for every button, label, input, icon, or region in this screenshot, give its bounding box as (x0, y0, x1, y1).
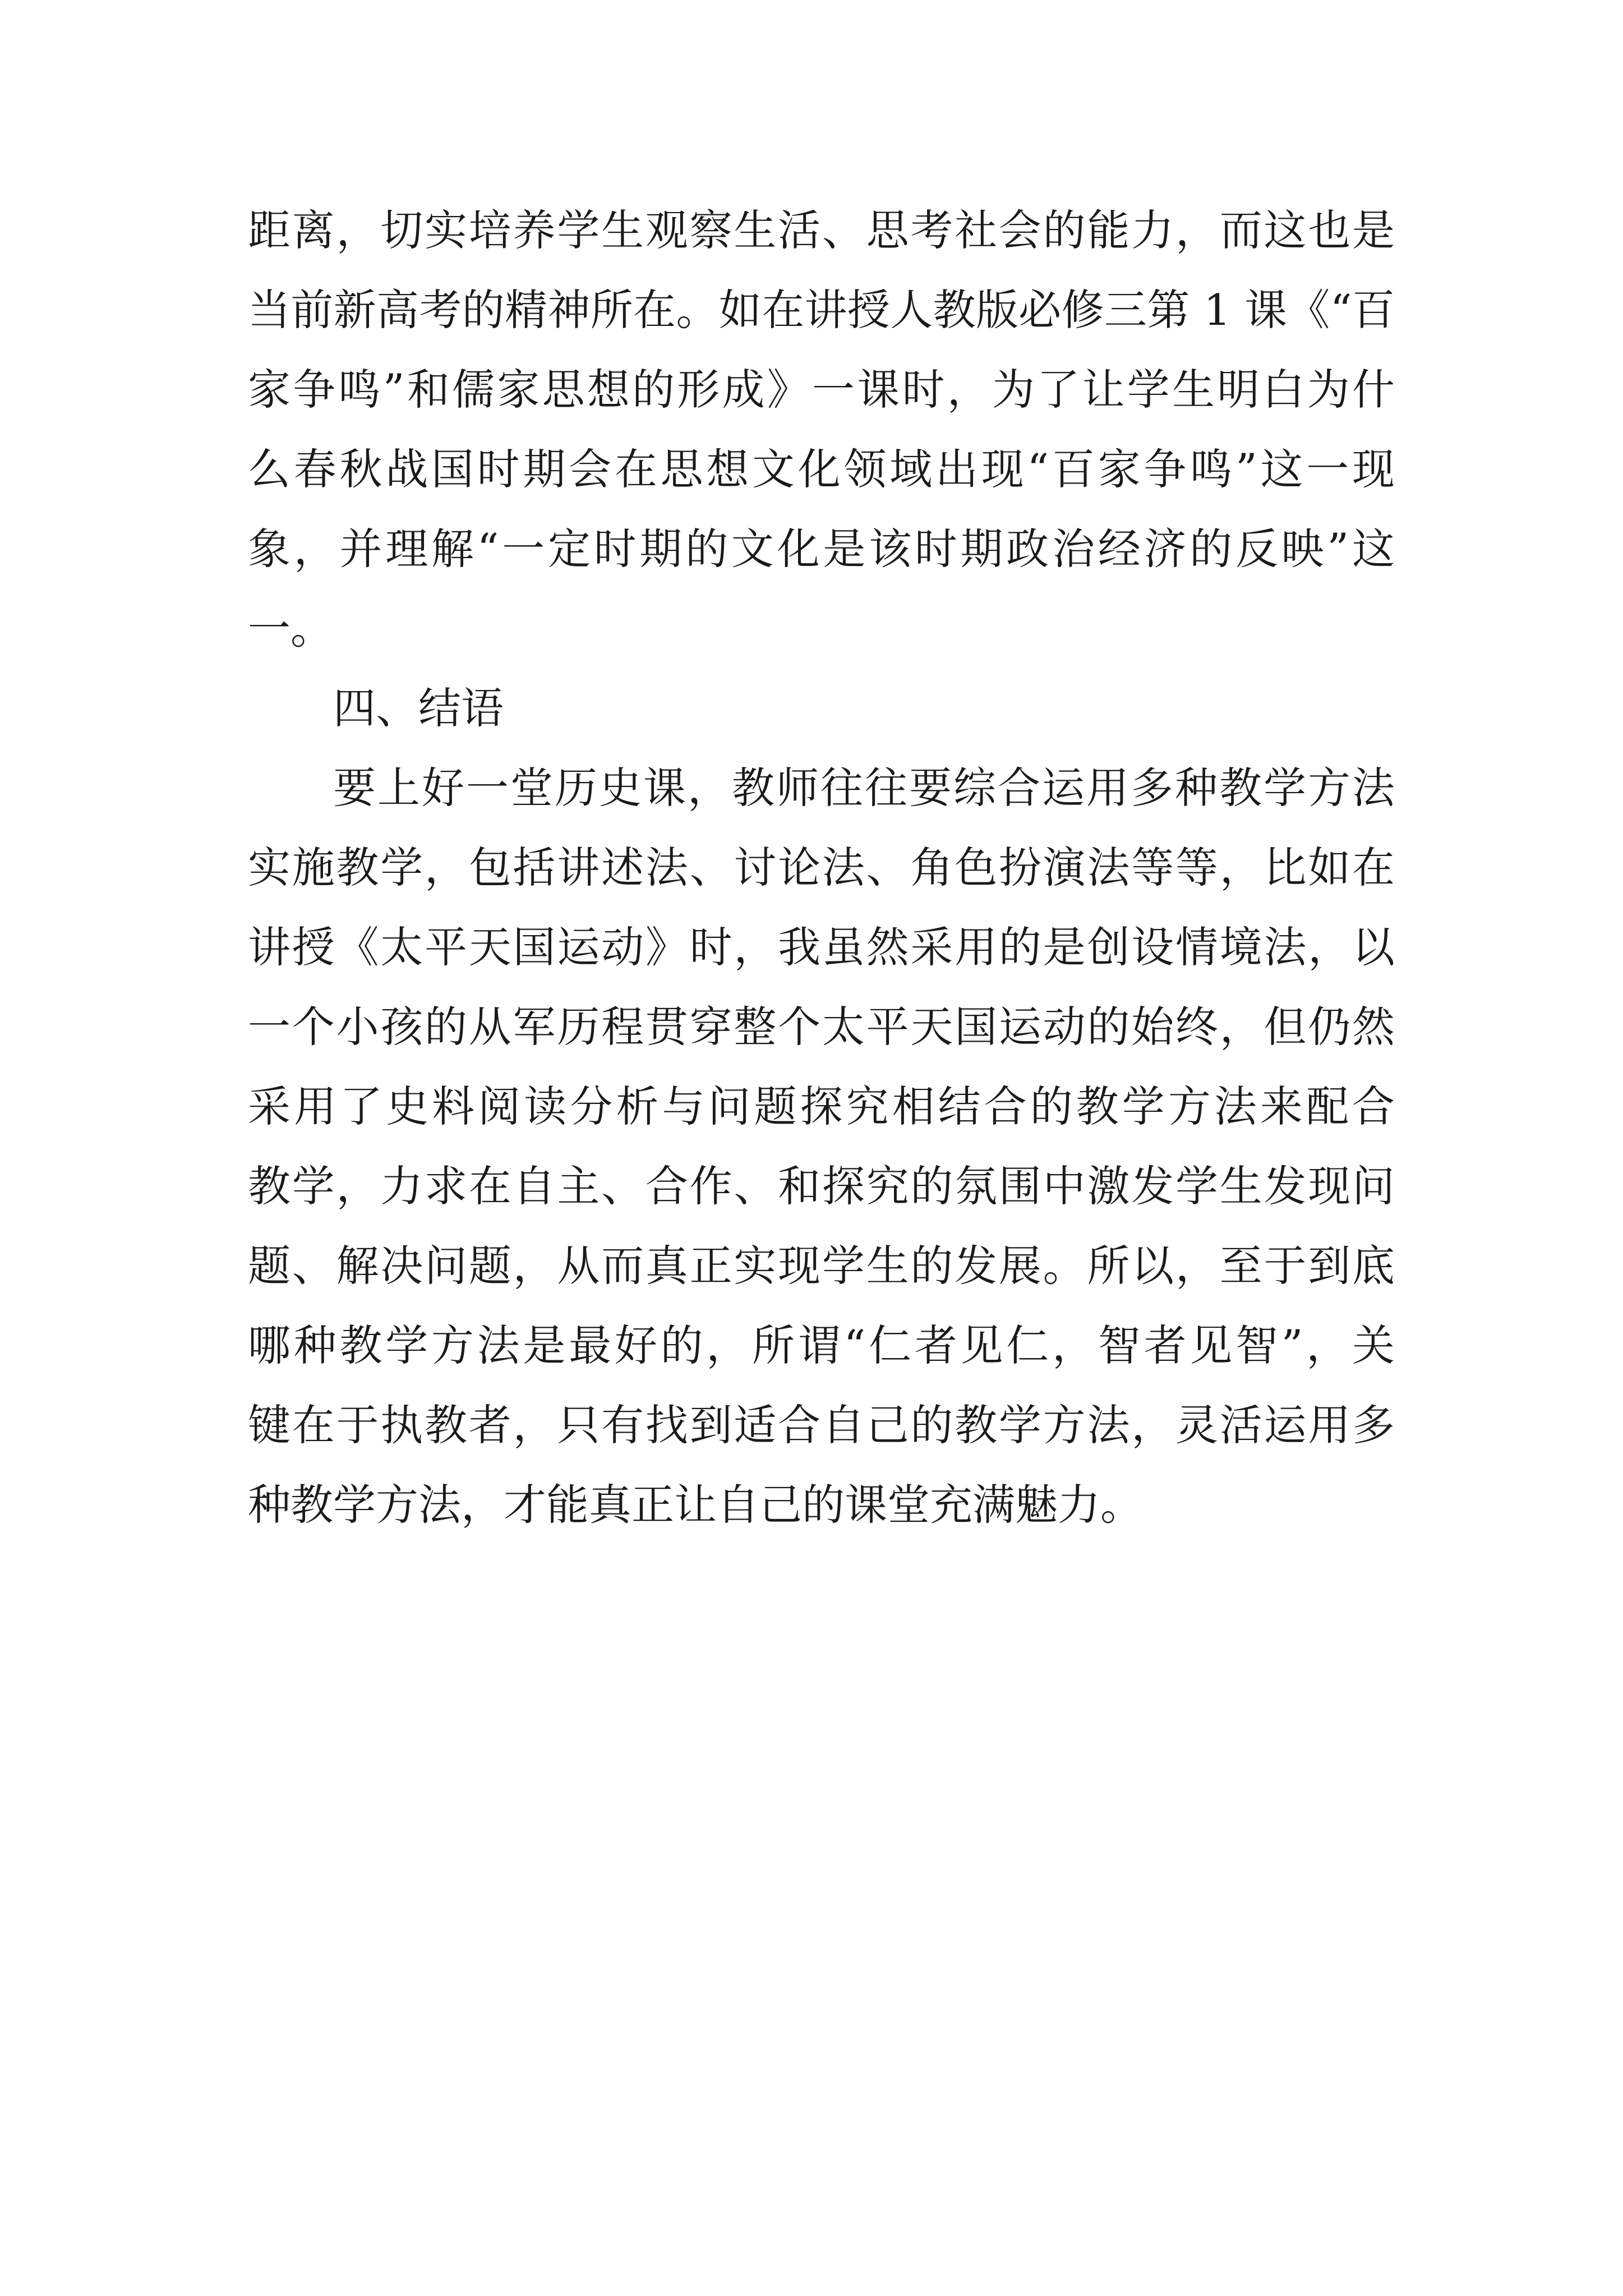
paragraph-line: 距离，切实培养学生观察生活、思考社会的能力，而这也是 (248, 205, 1395, 255)
paragraph-line: 么春秋战国时期会在思想文化领域出现“百家争鸣”这一现 (248, 444, 1395, 494)
paragraph-line: 题、解决问题，从而真正实现学生的发展。所以，至于到底 (248, 1241, 1395, 1291)
paragraph-line: 要上好一堂历史课，教师往往要综合运用多种教学方法 (333, 763, 1395, 813)
paragraph-line: 种教学方法，才能真正让自己的课堂充满魅力。 (248, 1480, 1143, 1530)
paragraph-line: 一个小孩的从军历程贯穿整个太平天国运动的始终，但仍然 (248, 1002, 1395, 1052)
paragraph-line: 当前新高考的精神所在。如在讲授人教版必修三第 1 课《“百 (248, 285, 1395, 335)
paragraph-line: 家争鸣”和儒家思想的形成》一课时，为了让学生明白为什 (248, 365, 1395, 415)
paragraph-line: 键在于执教者，只有找到适合自己的教学方法，灵活运用多 (248, 1400, 1395, 1450)
paragraph-line: 一。 (248, 604, 333, 654)
document-body (248, 191, 1395, 1545)
paragraph-line: 哪种教学方法是最好的，所谓“仁者见仁，智者见智”，关 (248, 1320, 1395, 1370)
paragraph-line: 采用了史料阅读分析与问题探究相结合的教学方法来配合 (248, 1082, 1395, 1131)
paragraph-line: 讲授《太平天国运动》时，我虽然采用的是创设情境法，以 (248, 922, 1395, 972)
paragraph-line: 实施教学，包括讲述法、讨论法、角色扮演法等等，比如在 (248, 843, 1395, 892)
section-heading: 四、结语 (333, 683, 504, 733)
paragraph-line: 教学，力求在自主、合作、和探究的氛围中激发学生发现问 (248, 1161, 1395, 1211)
paragraph-line: 象，并理解“一定时期的文化是该时期政治经济的反映”这 (248, 524, 1395, 574)
